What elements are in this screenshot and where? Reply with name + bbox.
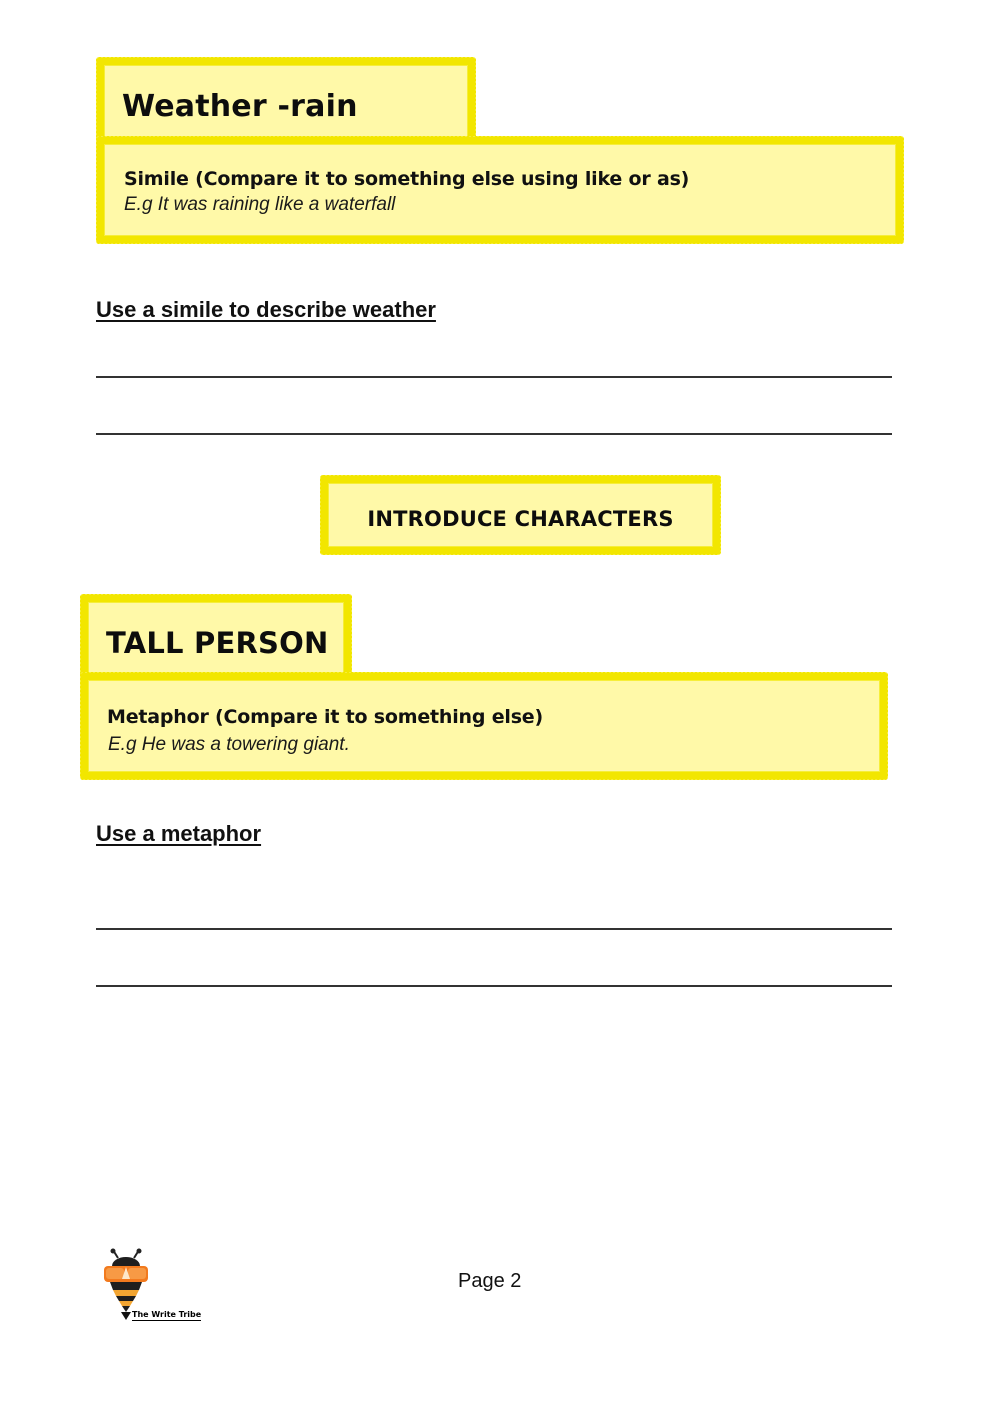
section1-example: E.g It was raining like a waterfall — [124, 194, 396, 215]
section1-prompt: Use a simile to describe weather — [96, 297, 436, 322]
introduce-characters-label: INTRODUCE CHARACTERS — [367, 507, 674, 531]
logo-text: The Write Tribe — [132, 1310, 202, 1319]
introduce-characters-banner — [321, 476, 720, 554]
section2-technique-box — [81, 673, 887, 779]
section2-title: TALL PERSON — [106, 626, 329, 660]
section1-technique-box — [97, 137, 903, 243]
page-number: Page 2 — [458, 1270, 522, 1292]
section1-technique: Simile (Compare it to something else using like or as) — [124, 168, 690, 190]
write-tribe-logo — [96, 1248, 211, 1326]
section2-title-box — [81, 595, 351, 681]
section2-technique: Metaphor (Compare it to something else) — [107, 706, 543, 728]
section2-prompt: Use a metaphor — [96, 821, 262, 846]
section1-answer-line-1[interactable] — [96, 376, 892, 378]
section2-answer-line-1[interactable] — [96, 928, 892, 930]
section1-answer-line-2[interactable] — [96, 433, 892, 435]
section2-example: E.g He was a towering giant. — [108, 734, 350, 755]
section2-answer-line-2[interactable] — [96, 985, 892, 987]
section1-title: Weather -rain — [122, 89, 358, 124]
section1-title-box — [97, 58, 475, 144]
